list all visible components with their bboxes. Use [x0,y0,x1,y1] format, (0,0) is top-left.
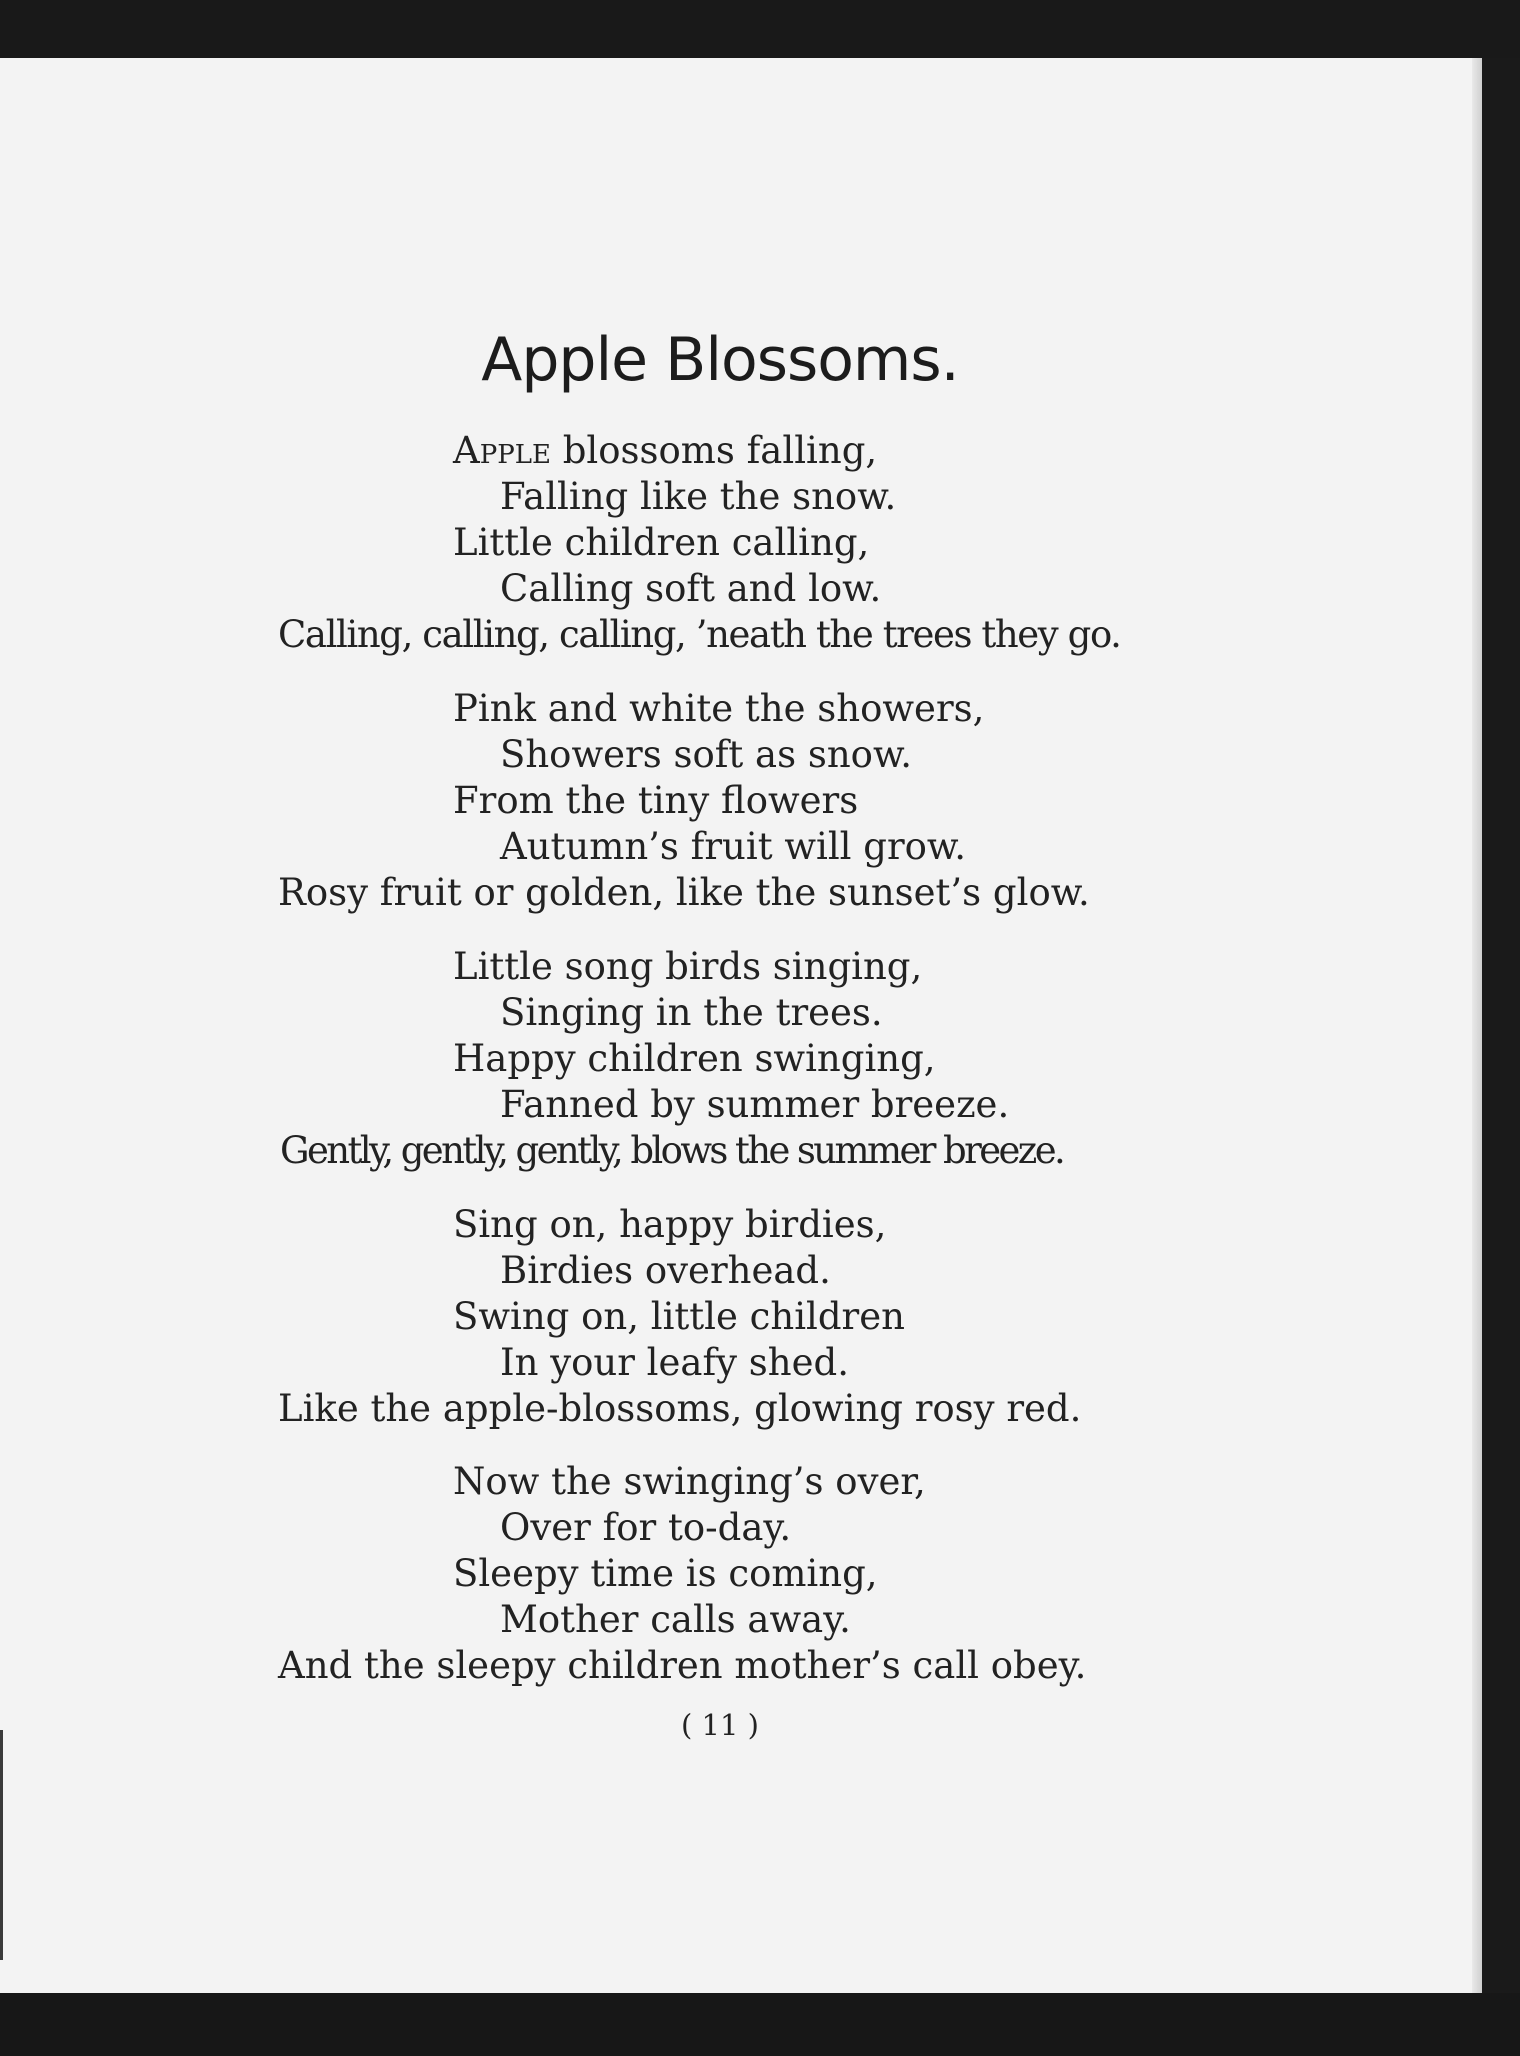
scan-bottom-border [0,1993,1520,2056]
scan-right-border [1482,58,1520,1993]
page-edge-shadow [1472,58,1482,1993]
poem-line: Falling like the snow. [500,475,897,518]
poem-line: Little song birds singing, [453,945,923,988]
poem-line: In your leafy shed. [500,1341,849,1384]
poem-line: Mother calls away. [500,1598,851,1641]
poem-line: From the tiny flowers [453,779,859,822]
poem-line: Fanned by summer breeze. [500,1083,1010,1126]
poem-refrain-line: Calling, calling, calling, ’neath the trees they go. [278,613,1121,656]
poem-line: Now the swinging’s over, [453,1460,926,1503]
poem-line: Over for to-day. [500,1506,792,1549]
poem-line: Singing in the trees. [500,991,883,1034]
poem-line: Calling soft and low. [500,567,882,610]
poem-refrain-line: Rosy fruit or golden, like the sunset’s glow. [278,871,1090,914]
poem-line: Birdies overhead. [500,1249,831,1292]
poem-line: Happy children swinging, [453,1037,936,1080]
poem-line [453,428,877,474]
poem-line: Pink and white the showers, [453,687,985,730]
poem-title: Apple Blossoms. [481,325,959,395]
poem-line: Autumn’s fruit will grow. [500,825,966,868]
poem-refrain-line: Like the apple-blossoms, glowing rosy red. [278,1387,1082,1430]
poem-line: Swing on, little children [453,1295,905,1338]
poem-refrain-line: Gently, gently, gently, blows the summer breeze. [280,1129,1064,1172]
poem-refrain-line: And the sleepy children mother’s call obey. [278,1644,1087,1687]
poem-line-text: blossoms falling, [550,429,878,472]
poem-line: Showers soft as snow. [500,733,912,776]
poem-line: Sleepy time is coming, [453,1552,878,1595]
drop-word: Apple [453,429,551,472]
poem-line: Sing on, happy birdies, [453,1203,887,1246]
page-left-edge-mark [0,1730,3,1960]
scan-top-border [0,0,1520,58]
poem-line: Little children calling, [453,521,870,564]
page-number: ( 11 ) [681,1708,759,1742]
